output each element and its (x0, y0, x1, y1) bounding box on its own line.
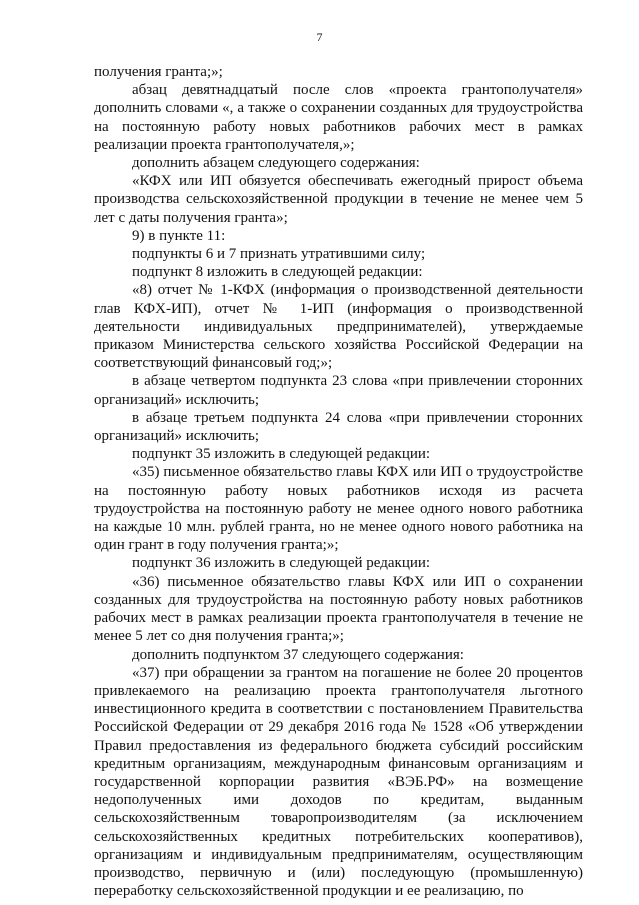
paragraph-subitem-36-text: «36) письменное обязательство главы КФХ или ИП о сохранении созданных для трудоустройства на постоянную работу новых работников рабочих мест в рамках реализации проекта грантополучателя в течение не менее 5 лет со дня получения гранта;»; (94, 573, 583, 645)
paragraph-subitem-37-text: «37) при обращении за грантом на погашение не более 20 процентов привлекаемого на реализацию проекта грантополучателя льготного инвестиционного кредита в соответствии с постановлением Правительства Российской Федерации от 29 декабря 2016 года № 1528 «Об утверждении Правил предоставления из федерального бюджета субсидий российским кредитным организациям, международным финансовым организациям и государственной корпорации развития «ВЭБ.РФ» на возмещение недополученных ими доходов по кредитам, выданным сельскохозяйственным товаропроизводителям (за исключением сельскохозяйственных кредитных потребительских кооперативов), организациям и индивидуальным предпринимателям, осуществляющим производство, первичную и (или) последующую (промышленную) переработку сельскохозяйственной продукции и ее реализацию, по (94, 664, 583, 900)
paragraph-subitem-37-intro: дополнить подпунктом 37 следующего содержания: (132, 646, 464, 663)
paragraph-amendment-abzac-19: абзац девятнадцатый после слов «проекта грантополучателя» дополнить словами «, а также о сохранении созданных для трудоустройства на постоянную работу новых работников рабочих мест в рамках реализации проекта грантополучателя,»; (94, 82, 583, 153)
paragraph-repeal-6-7: подпункты 6 и 7 признать утратившими силу; (132, 246, 426, 263)
document-body (94, 63, 583, 900)
paragraph-subitem-8-intro: подпункт 8 изложить в следующей редакции: (132, 264, 423, 281)
paragraph-item-9: 9) в пункте 11: (132, 227, 226, 244)
paragraph-subitem-36-intro: подпункт 36 изложить в следующей редакции: (132, 555, 431, 572)
paragraph-subitem-23: в абзаце четвертом подпункта 23 слова «при привлечении сторонних организаций» исключить; (94, 373, 583, 408)
paragraph-subitem-35-intro: подпункт 35 изложить в следующей редакции: (132, 446, 431, 463)
paragraph-add-abzac: дополнить абзацем следующего содержания: (132, 155, 420, 172)
paragraph-subitem-35-text: «35) письменное обязательство главы КФХ или ИП о трудоустройстве на постоянную работу новых работников исходя из расчета трудоустройства на постоянную работу не менее одного нового работника на каждые 10 млн. рублей гранта, но не менее одного нового работника на один грант в году получения гранта;»; (94, 464, 583, 554)
page-number: 7 (316, 30, 323, 44)
paragraph-subitem-24: в абзаце третьем подпункта 24 слова «при привлечении сторонних организаций» исключить; (94, 409, 583, 445)
paragraph-continuation: получения гранта;»; (94, 64, 223, 80)
paragraph-kfh-obligation: «КФХ или ИП обязуется обеспечивать ежегодный прирост объема производства сельскохозяйственной продукции в течение не менее чем 5 лет с даты получения гранта»; (94, 173, 583, 226)
paragraph-subitem-8-text: «8) отчет № 1-КФХ (информация о производственной деятельности глав КФХ-ИП), отчет № 1-ИП (информация о производственной деятельности индивидуальных предпринимателей), утверждаемые приказом Министерства сельского хозяйства Российской Федерации на соответствующий финансовый год;»; (94, 282, 583, 372)
